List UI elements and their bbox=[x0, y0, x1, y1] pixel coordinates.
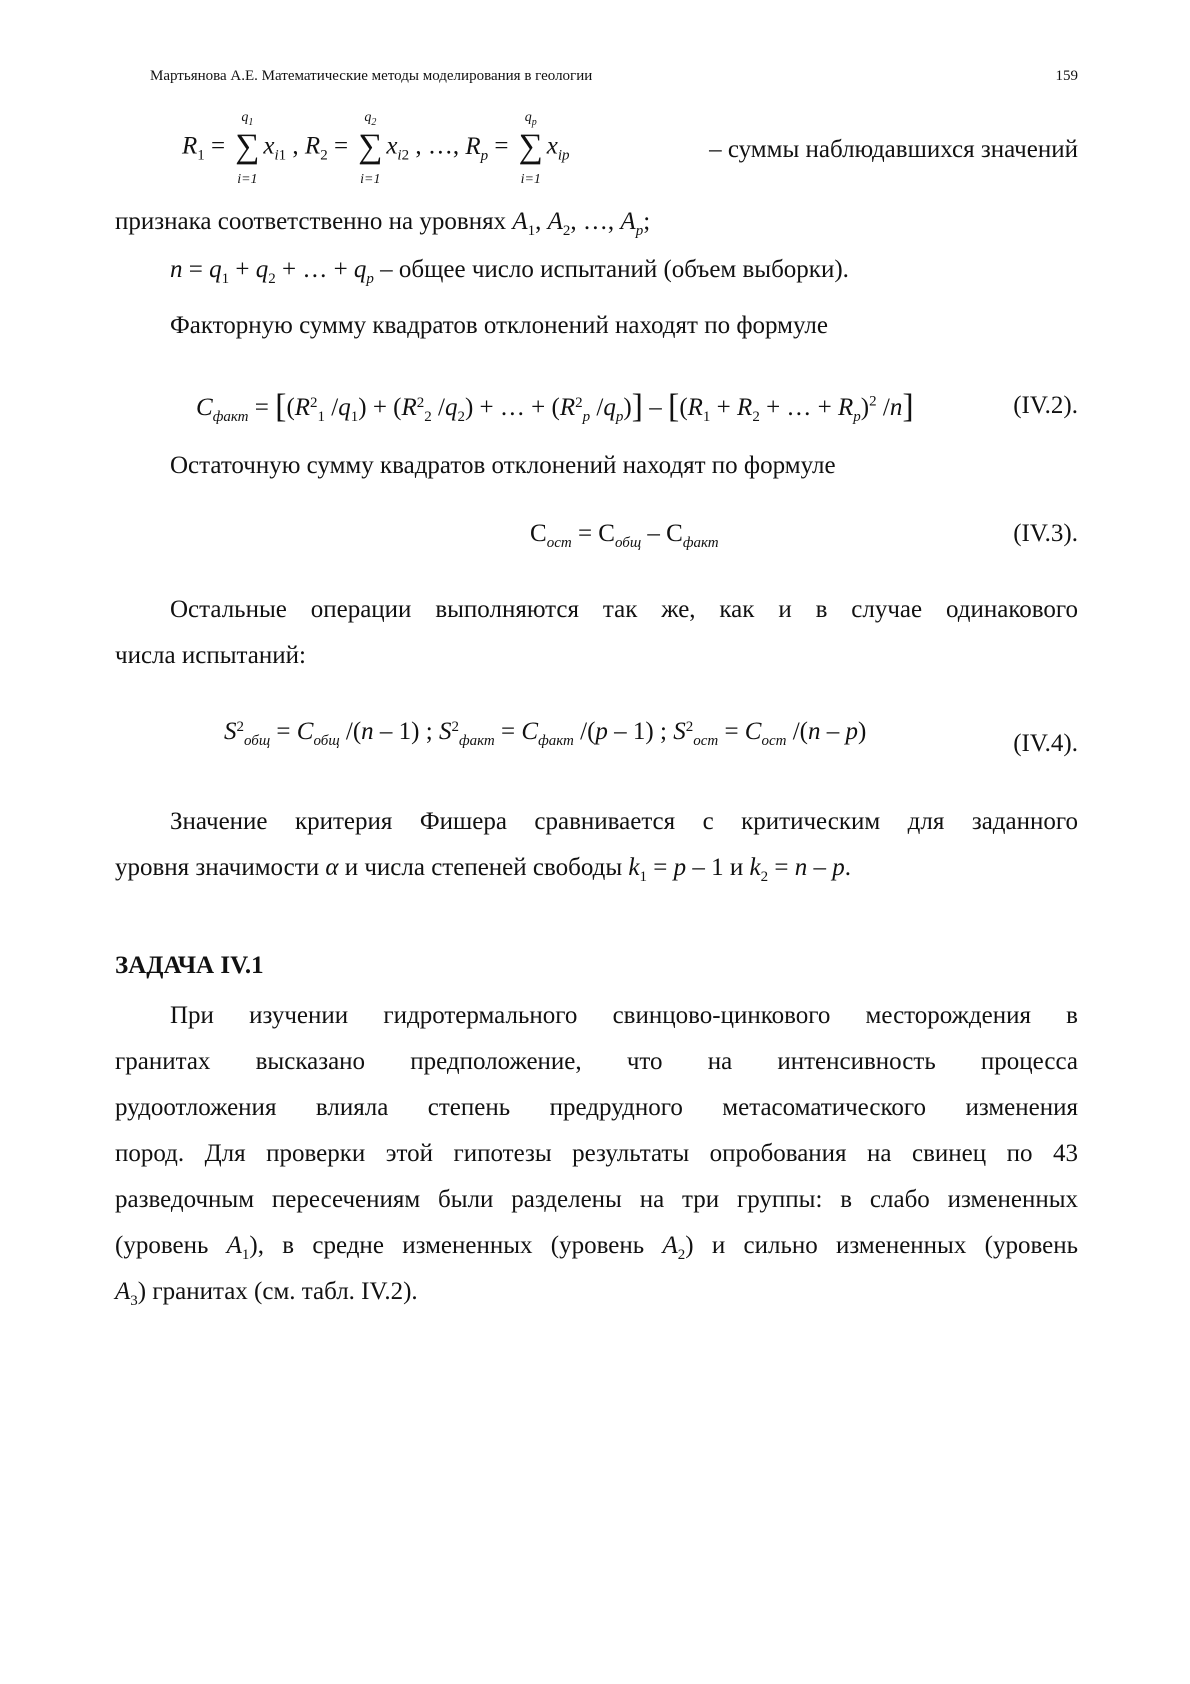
equation-number-iv3: (IV.3). bbox=[1013, 520, 1078, 547]
residual-intro: Остаточную сумму квадратов отклонений находят по формуле bbox=[170, 452, 836, 479]
factor-intro: Факторную сумму квадратов отклонений находят по формуле bbox=[170, 312, 828, 339]
task-line-5: разведочным пересечениям были разделены на три группы: в слабо измененных bbox=[115, 1186, 1078, 1213]
equation-number-iv4: (IV.4). bbox=[1013, 730, 1078, 757]
residual-formula: $C_{ост} = C_{общ} - C_{факт}$ bbox=[530, 520, 719, 551]
other-ops-line-2: числа испытаний: bbox=[115, 642, 306, 669]
page-number: 159 bbox=[1055, 68, 1078, 84]
task-heading: ЗАДАЧА IV.1 bbox=[115, 952, 264, 979]
task-line-3: рудоотложения влияла степень предрудного метасоматического изменения bbox=[115, 1094, 1078, 1121]
task-line-7: $A_3$) гранитах (см. табл. IV.2). bbox=[115, 1278, 418, 1309]
task-line-1: При изучении гидротермального свинцово-цинкового месторождения в bbox=[170, 1002, 1078, 1029]
equation-number-iv2: (IV.2). bbox=[1013, 392, 1078, 419]
sums-description: – суммы наблюдавшихся значений bbox=[709, 136, 1078, 163]
sums-formula: $R_1$ = $q_1$ ∑ i=1 $x_{i1}$ , $R_2$ = $q_2$ ∑ i=1 $x_{i2}$ , …, $R_p$ = $q_p$ ∑ i=1 $x_{ip}$ bbox=[182, 110, 570, 187]
task-line-2: гранитах высказано предположение, что на интенсивность процесса bbox=[115, 1048, 1078, 1075]
fisher-line-2: уровня значимости α и числа степеней свободы $k_1 = p - 1$ и $k_2 = n - p$. bbox=[115, 854, 851, 885]
running-header: Мартьянова А.Е. Математические методы моделирования в геологии bbox=[150, 68, 593, 84]
fisher-line-1: Значение критерия Фишера сравнивается с критическим для заданного bbox=[170, 808, 1078, 835]
task-line-6: (уровень $A_1$), в средне измененных (уровень $A_2$) и сильно измененных (уровень bbox=[115, 1232, 1078, 1263]
n-definition: $n = q_1 + q_2$ + … + $q_p$ – общее число испытаний (объем выборки). bbox=[170, 256, 849, 287]
task-line-4: пород. Для проверки этой гипотезы результаты опробования на свинец по 43 bbox=[115, 1140, 1078, 1167]
sums-description-cont: признака соответственно на уровнях $A_1$, $A_2$, …, $A_p$; bbox=[115, 208, 651, 239]
factor-formula: $C_{факт} = [(R_{21}$ $/q_1) + (R_{22}$ $/q_2$) + … + ($R_{2p}$ $/q_p)] - [(R_1 + R_2$ + … + $R_p)^2$ /n] bbox=[196, 388, 914, 425]
variance-formulas: $S_{2общ} = C_{общ}$ /(n – 1) ; $S_{2факт} = C_{факт}$ /(p – 1) ; $S_{2ост} = C_{ост}$ /(n – p) bbox=[224, 718, 867, 749]
other-ops-line-1: Остальные операции выполняются так же, как и в случае одинакового bbox=[170, 596, 1078, 623]
